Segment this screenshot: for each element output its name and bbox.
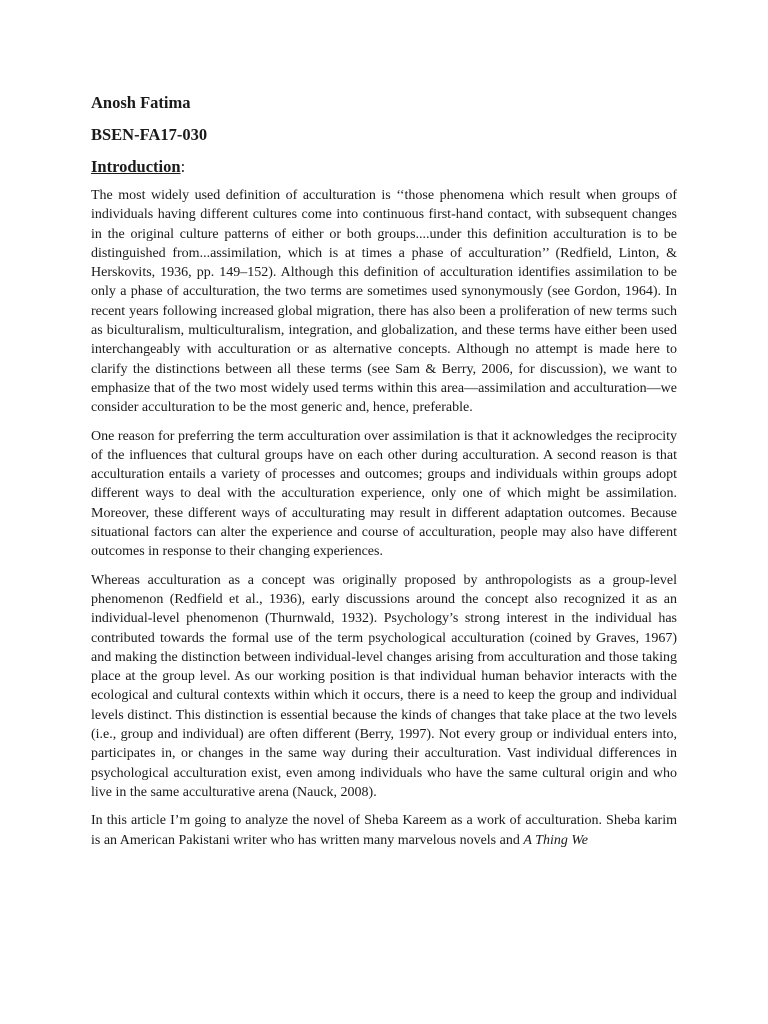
document-body: [91, 92, 677, 859]
paragraph-2: One reason for preferring the term acculturation over assimilation is that it acknowledges the reciprocity of the influences that cultural groups have on each other during acculturation. A second reason is that acculturation entails a variety of processes and outcomes; groups and individuals within groups adopt different ways to deal with the acculturation experience, only one of which might be assimilation. Moreover, these different ways of acculturating may result in different adaptation outcomes. Because situational factors can alter the experience and course of acculturation, people may also have different outcomes in response to their changing experiences.: [91, 428, 677, 560]
paragraph-1: The most widely used definition of acculturation is ‘‘those phenomena which result when groups of individuals having different cultures come into continuous first-hand contact, with subsequent changes in the original culture patterns of either or both groups....under this definition acculturation is to be distinguished from...assimilation, which is at times a phase of acculturation’’ (Redfield, Linton, & Herskovits, 1936, pp. 149–152). Although this definition of acculturation identifies assimilation to be only a phase of acculturation, the two terms are sometimes used synonymously (see Gordon, 1964). In recent years following increased global migration, there has also been a proliferation of new terms such as biculturalism, multiculturalism, integration, and globalization, and these terms have either been used interchangeably with acculturation or as alternative concepts. Although no attempt is made here to clarify the distinctions between all these terms (see Sam & Berry, 2006, for discussion), we want to emphasize that of the two most widely used terms within this area—assimilation and acculturation—we consider acculturation to be the most generic and, hence, preferable.: [91, 188, 677, 416]
section-heading-colon: :: [180, 157, 186, 176]
author-name: Anosh Fatima: [91, 93, 191, 112]
paragraph-3: Whereas acculturation as a concept was originally proposed by anthropologists as a group-level phenomenon (Redfield et al., 1936), early discussions around the concept also recognized it as an individual-level phenomenon (Thurnwald, 1932). Psychology’s strong interest in the individual has contributed towards the formal use of the term psychological acculturation (coined by Graves, 1967) and making the distinction between individual-level changes arising from acculturation and those taking place at the group level. As our working position is that individual human behavior interacts with the ecological and cultural contexts within which it occurs, there is a need to keep the group and individual levels distinct. This distinction is essential because the kinds of changes that take place at the two levels (i.e., group and individual) are often different (Berry, 1997). Not every group or individual enters into, participates in, or changes in the same way during their acculturation. Vast individual differences in psychological acculturation exist, even among individuals who have the same cultural origin and who live in the same acculturative arena (Nauck, 2008).: [91, 572, 677, 800]
student-id: BSEN-FA17-030: [91, 125, 208, 144]
paragraph-4: [91, 811, 677, 850]
novel-title-italic: A Thing We: [523, 832, 588, 848]
paragraph-4-text: In this article I’m going to analyze the novel of Sheba Kareem as a work of acculturation. Sheba karim is an American Pakistani writer who has written many marvelous novels and: [91, 813, 677, 848]
section-heading-text: Introduction: [91, 157, 181, 176]
section-heading: [91, 156, 677, 178]
